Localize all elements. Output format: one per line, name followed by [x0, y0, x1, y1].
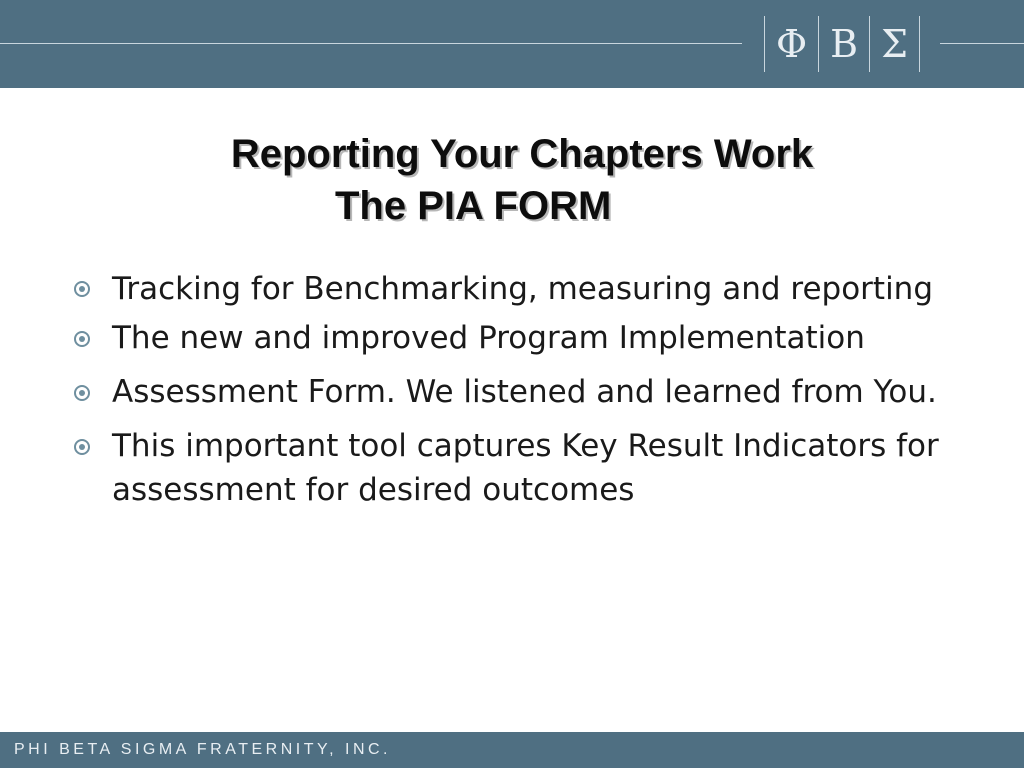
beta-letter: Β	[819, 16, 870, 72]
title-line-2: The PIA FORM	[335, 184, 612, 228]
bullet-item	[74, 262, 974, 316]
footer-organization-name: PHI BETA SIGMA FRATERNITY, INC.	[14, 741, 391, 758]
bullet-icon	[74, 281, 90, 297]
bullet-list	[74, 262, 974, 522]
bullet-text: Tracking for Benchmarking, measuring and reporting	[112, 271, 934, 307]
bullet-text: This important tool captures Key Result Indicators for assessment for desired outcomes	[112, 428, 939, 508]
bullet-icon	[74, 385, 90, 401]
bullet-text: The new and improved Program Implementation	[112, 320, 865, 356]
bullet-item	[74, 424, 974, 512]
header-rule-left	[0, 43, 742, 44]
title-line-1: Reporting Your Chapters Work	[230, 132, 814, 176]
bullet-icon	[74, 331, 90, 347]
sigma-letter: Σ	[870, 16, 920, 72]
fraternity-letters-logo	[764, 16, 920, 72]
bullet-item	[74, 316, 974, 360]
bullet-item	[74, 370, 974, 414]
phi-letter: Φ	[765, 16, 819, 72]
bullet-icon	[74, 439, 90, 455]
slide-title	[0, 128, 1024, 232]
bullet-text: Assessment Form. We listened and learned from You.	[112, 374, 937, 410]
header-rule-right	[940, 43, 1024, 44]
